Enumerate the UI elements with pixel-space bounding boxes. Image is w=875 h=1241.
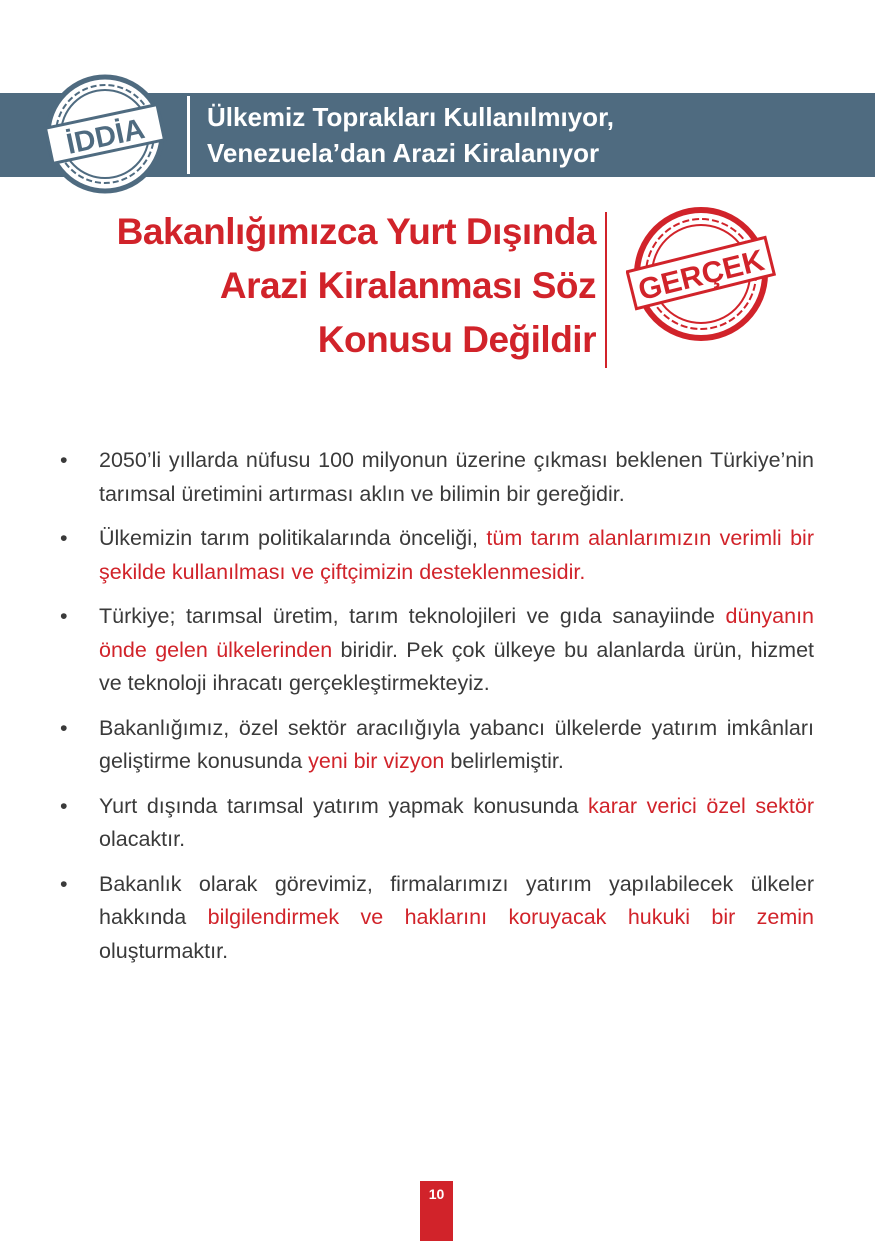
bullet-item: [60, 868, 814, 969]
gercek-stamp-label: GERÇEK: [635, 243, 768, 307]
bullet-dot-icon: •: [60, 604, 68, 628]
claim-title-line-1: Ülkemiz Toprakları Kullanılmıyor,: [207, 102, 614, 132]
fact-title: [40, 205, 596, 367]
bullet-dot-icon: •: [60, 448, 68, 472]
bullet-dot-icon: •: [60, 526, 68, 550]
fact-title-line-3: Konusu Değildir: [317, 319, 596, 360]
claim-title-line-2: Venezuela’dan Arazi Kiralanıyor: [207, 138, 600, 168]
bullet-item: [60, 712, 814, 779]
highlighted-text: yeni bir vizyon: [308, 749, 445, 773]
gercek-stamp-icon: [626, 204, 776, 344]
page-number: 10: [420, 1181, 453, 1241]
body-text: biridir. Pek çok ülkeye bu alanlarda ürün, hizmet ve teknoloji ihracatı gerçekleştirmekteyiz.: [99, 637, 815, 695]
bullet-item: [60, 600, 814, 701]
body-text: Türkiye; tarımsal üretim, tarım teknolojileri ve gıda sanayiinde: [99, 604, 726, 628]
body-text: olacaktır.: [99, 827, 186, 851]
fact-title-line-2: Arazi Kiralanması Söz: [219, 265, 596, 306]
body-text: Yurt dışında tarımsal yatırım yapmak konusunda: [99, 793, 589, 818]
claim-title: [207, 99, 847, 171]
fact-divider: [605, 212, 607, 368]
bullet-dot-icon: •: [60, 871, 68, 896]
bullet-dot-icon: •: [60, 793, 68, 818]
banner-divider: [187, 96, 190, 174]
fact-title-line-1: Bakanlığımızca Yurt Dışında: [116, 211, 596, 252]
bullet-item: [60, 444, 814, 511]
body-text: belirlemiştir.: [444, 749, 564, 773]
highlighted-text: karar verici özel sektör: [588, 793, 814, 818]
bullet-item: [60, 790, 814, 857]
iddia-stamp-icon: [40, 72, 170, 197]
body-text: 2050’li yıllarda nüfusu 100 milyonun üzerine çıkması beklenen Türkiye’nin tarımsal üretimini artırması aklın ve bilimin bir gereğidir.: [99, 448, 814, 506]
body-text: oluşturmaktır.: [99, 938, 229, 963]
body-text: Bakanlığımız, özel sektör aracılığıyla yabancı ülkelerde yatırım imkânları geliştirme konusunda: [99, 715, 814, 773]
body-text: Bakanlık olarak görevimiz, firmalarımızı yatırım yapılabilecek ülkeler hakkında: [99, 871, 814, 929]
bullet-dot-icon: •: [60, 715, 68, 740]
highlighted-text: tüm tarım alanlarımızın verimli bir şekilde kullanılması ve çiftçimizin desteklenmesidir.: [99, 526, 814, 584]
bullet-item: [60, 522, 814, 589]
bullet-list: [60, 444, 814, 979]
iddia-stamp-label: İDDİA: [63, 113, 148, 161]
highlighted-text: bilgilendirmek ve haklarını koruyacak hukuki bir zemin: [207, 905, 814, 929]
body-text: Ülkemizin tarım politikalarında önceliği,: [99, 526, 487, 550]
highlighted-text: dünyanın önde gelen ülkelerinden: [99, 604, 814, 662]
